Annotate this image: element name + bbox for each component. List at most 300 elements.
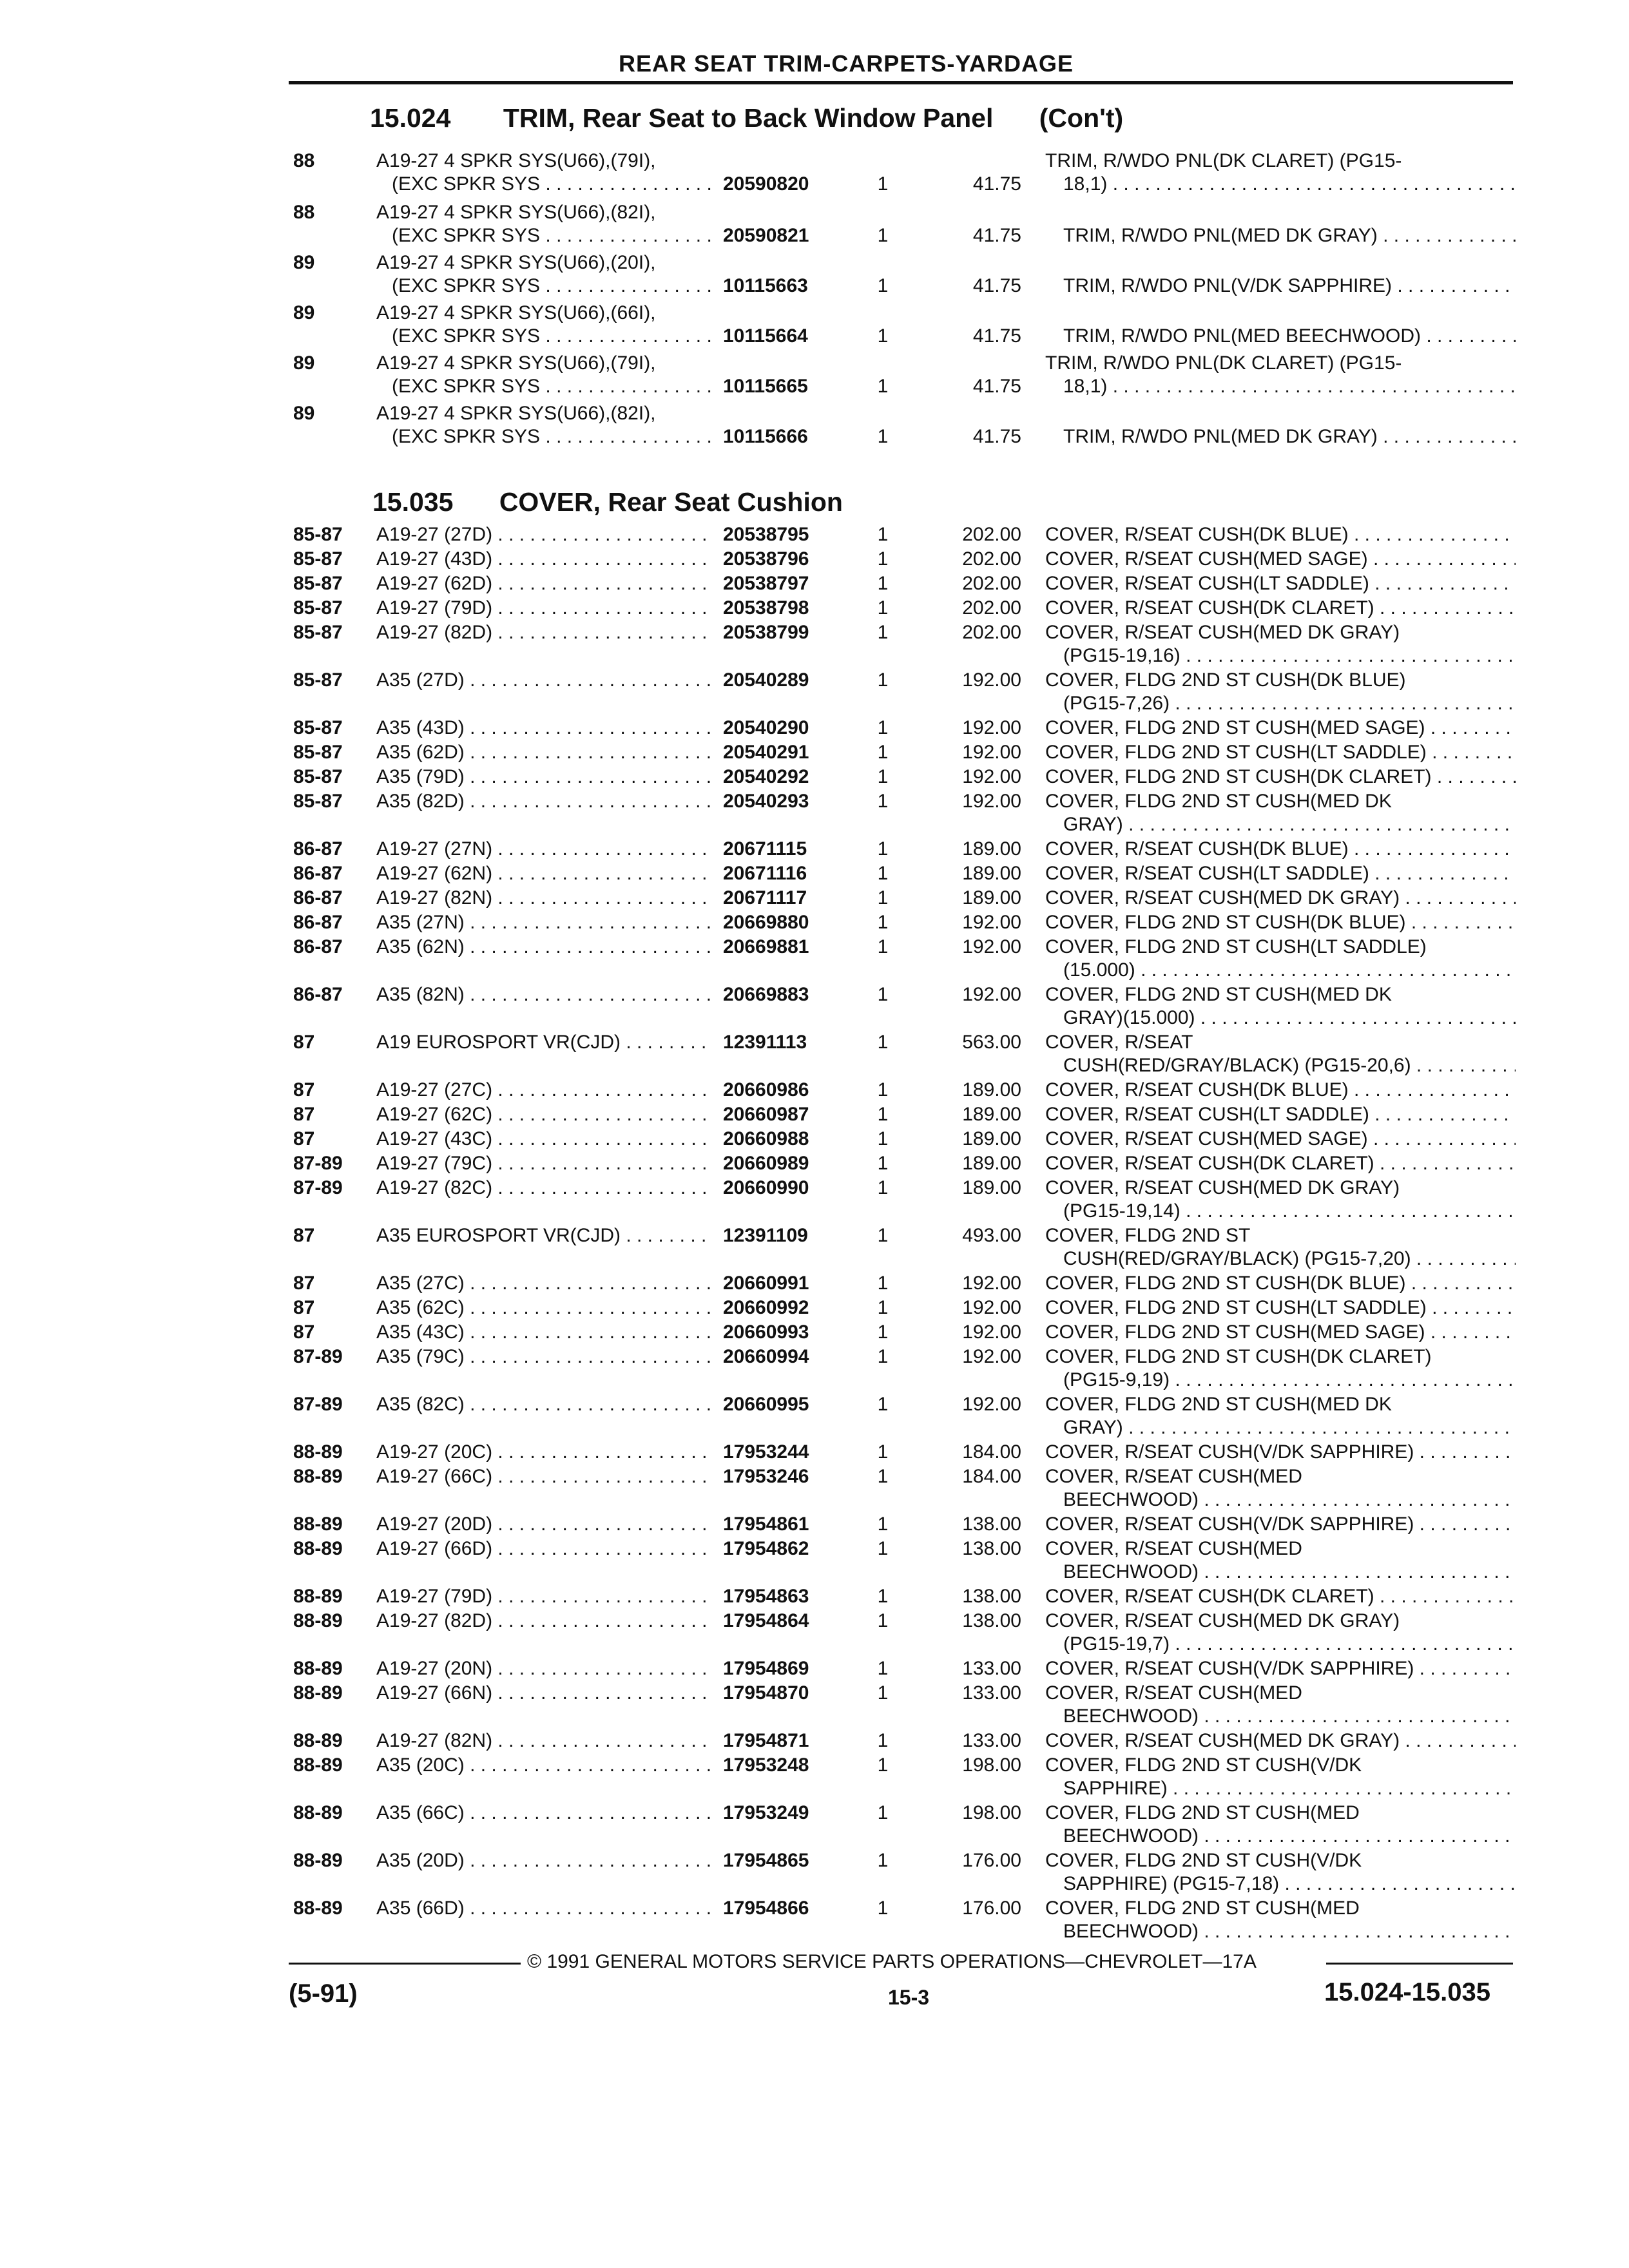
table-row bbox=[0, 1802, 1629, 1848]
part-number: 17954869 bbox=[723, 1658, 809, 1679]
table-row bbox=[0, 862, 1629, 885]
model-year: 88-89 bbox=[293, 1898, 343, 1919]
model-line: (EXC SPKR SYS . . . bbox=[376, 173, 711, 196]
model-application bbox=[376, 1128, 711, 1151]
model-application bbox=[376, 523, 711, 546]
price: 192.00 bbox=[962, 1273, 1021, 1294]
description-line: TRIM, R/WDO PNL(MED BEECHWOOD) . . . bbox=[1045, 325, 1516, 348]
description-line: COVER, R/SEAT CUSH(MED DK GRAY) bbox=[1045, 1610, 1400, 1631]
part-description bbox=[1045, 1272, 1516, 1295]
model-year: 87 bbox=[293, 1128, 315, 1149]
description-line: BEECHWOOD) . . . bbox=[1045, 1705, 1516, 1728]
model-line: A35 (62D) . . . bbox=[376, 741, 711, 764]
description-line: TRIM, R/WDO PNL(V/DK SAPPHIRE) . . . bbox=[1045, 274, 1516, 298]
part-number: 12391113 bbox=[723, 1032, 807, 1053]
part-number: 17954871 bbox=[723, 1730, 809, 1751]
model-line: A35 (27N) . . . bbox=[376, 911, 711, 934]
quantity: 1 bbox=[877, 1441, 889, 1463]
model-application bbox=[376, 1610, 711, 1633]
part-number: 17954864 bbox=[723, 1610, 809, 1631]
price: 202.00 bbox=[962, 622, 1021, 643]
description-line: TRIM, R/WDO PNL(MED DK GRAY) . . . bbox=[1045, 425, 1516, 448]
quantity: 1 bbox=[877, 573, 889, 594]
part-description bbox=[1045, 1321, 1516, 1344]
part-number: 20540292 bbox=[723, 766, 809, 787]
price: 189.00 bbox=[962, 1079, 1021, 1100]
model-year: 85-87 bbox=[293, 742, 343, 763]
model-application bbox=[376, 862, 711, 885]
model-application bbox=[376, 1296, 711, 1320]
quantity: 1 bbox=[877, 1128, 889, 1149]
model-line: A19-27 (62D) . . . bbox=[376, 572, 711, 595]
description-line: COVER, FLDG 2ND ST CUSH(MED bbox=[1045, 1898, 1360, 1919]
model-year: 87 bbox=[293, 1297, 315, 1318]
price: 189.00 bbox=[962, 863, 1021, 884]
quantity: 1 bbox=[877, 1079, 889, 1100]
part-number: 20671115 bbox=[723, 838, 807, 860]
model-application bbox=[376, 1152, 711, 1175]
part-description bbox=[1045, 149, 1516, 196]
model-application bbox=[376, 790, 711, 813]
quantity: 1 bbox=[877, 1802, 889, 1823]
description-line: COVER, R/SEAT CUSH(LT SADDLE) . . . bbox=[1045, 572, 1516, 595]
model-application bbox=[376, 1272, 711, 1295]
footer-date: (5-91) bbox=[289, 1979, 358, 2008]
model-application bbox=[376, 1513, 711, 1536]
table-row bbox=[0, 838, 1629, 861]
description-line: COVER, FLDG 2ND ST CUSH(V/DK bbox=[1045, 1850, 1362, 1871]
description-line: COVER, R/SEAT CUSH(V/DK SAPPHIRE) . . . bbox=[1045, 1441, 1516, 1464]
table-row bbox=[0, 1729, 1629, 1753]
model-line: A19-27 (62C) . . . bbox=[376, 1103, 711, 1126]
description-line: (PG15-19,16) . . . bbox=[1045, 644, 1516, 668]
model-year: 88-89 bbox=[293, 1658, 343, 1679]
price: 138.00 bbox=[962, 1586, 1021, 1607]
description-line: COVER, FLDG 2ND ST CUSH(DK BLUE) bbox=[1045, 669, 1406, 691]
model-application bbox=[376, 936, 711, 959]
part-description bbox=[1045, 572, 1516, 595]
model-line: A35 (66D) . . . bbox=[376, 1897, 711, 1920]
table-row bbox=[0, 1345, 1629, 1392]
model-year: 87-89 bbox=[293, 1177, 343, 1198]
part-description bbox=[1045, 1610, 1516, 1656]
table-row bbox=[0, 1537, 1629, 1584]
quantity: 1 bbox=[877, 1177, 889, 1198]
price: 184.00 bbox=[962, 1466, 1021, 1487]
model-line: (EXC SPKR SYS . . . bbox=[376, 224, 711, 247]
price: 176.00 bbox=[962, 1850, 1021, 1871]
description-line: TRIM, R/WDO PNL(MED DK GRAY) . . . bbox=[1045, 224, 1516, 247]
model-line: A35 (66C) . . . bbox=[376, 1802, 711, 1825]
footer-rule-left bbox=[289, 1963, 521, 1965]
part-number: 17954863 bbox=[723, 1586, 809, 1607]
table-row bbox=[0, 1754, 1629, 1800]
part-number: 20538795 bbox=[723, 524, 809, 545]
model-year: 85-87 bbox=[293, 573, 343, 594]
part-description bbox=[1045, 1393, 1516, 1439]
model-year: 85-87 bbox=[293, 548, 343, 570]
part-description bbox=[1045, 1152, 1516, 1175]
table-row bbox=[0, 1103, 1629, 1126]
model-year: 89 bbox=[293, 352, 315, 374]
model-application bbox=[376, 1465, 711, 1488]
model-application bbox=[376, 1537, 711, 1561]
model-line: A19-27 (62N) . . . bbox=[376, 862, 711, 885]
price: 189.00 bbox=[962, 1104, 1021, 1125]
model-application bbox=[376, 621, 711, 644]
part-description bbox=[1045, 716, 1516, 740]
model-year: 87-89 bbox=[293, 1394, 343, 1415]
model-line: A19-27 (82C) . . . bbox=[376, 1177, 711, 1200]
model-year: 85-87 bbox=[293, 622, 343, 643]
quantity: 1 bbox=[877, 791, 889, 812]
table-row bbox=[0, 911, 1629, 934]
model-application bbox=[376, 1682, 711, 1705]
model-line: A19-27 (79D) . . . bbox=[376, 1585, 711, 1608]
model-line: (EXC SPKR SYS . . . bbox=[376, 375, 711, 398]
part-description bbox=[1045, 1296, 1516, 1320]
model-year: 85-87 bbox=[293, 524, 343, 545]
part-number: 20660987 bbox=[723, 1104, 809, 1125]
quantity: 1 bbox=[877, 1032, 889, 1053]
quantity: 1 bbox=[877, 1225, 889, 1246]
model-year: 88-89 bbox=[293, 1538, 343, 1559]
part-number: 20538799 bbox=[723, 622, 809, 643]
model-line: A19-27 (20C) . . . bbox=[376, 1441, 711, 1464]
model-year: 85-87 bbox=[293, 791, 343, 812]
model-line: A35 EUROSPORT VR(CJD) . . . bbox=[376, 1224, 711, 1247]
part-number: 10115666 bbox=[723, 426, 808, 447]
description-line: (PG15-7,26) . . . bbox=[1045, 692, 1516, 715]
price: 41.75 bbox=[972, 275, 1021, 296]
table-row bbox=[0, 1152, 1629, 1175]
description-line: COVER, FLDG 2ND ST CUSH(MED SAGE) . . . bbox=[1045, 716, 1516, 740]
part-description bbox=[1045, 1657, 1516, 1680]
price: 138.00 bbox=[962, 1538, 1021, 1559]
model-application bbox=[376, 1585, 711, 1608]
price: 41.75 bbox=[972, 426, 1021, 447]
table-row bbox=[0, 1128, 1629, 1151]
part-number: 20538797 bbox=[723, 573, 809, 594]
model-line: A19-27 (82D) . . . bbox=[376, 1610, 711, 1633]
part-number: 20660995 bbox=[723, 1394, 809, 1415]
table-row bbox=[0, 548, 1629, 571]
model-application bbox=[376, 911, 711, 934]
model-year: 85-87 bbox=[293, 766, 343, 787]
model-application bbox=[376, 352, 711, 398]
quantity: 1 bbox=[877, 1898, 889, 1919]
table-row bbox=[0, 1441, 1629, 1464]
description-line: COVER, FLDG 2ND ST CUSH(LT SADDLE) . . . bbox=[1045, 741, 1516, 764]
price: 176.00 bbox=[962, 1898, 1021, 1919]
model-year: 88-89 bbox=[293, 1466, 343, 1487]
model-line: A35 (43C) . . . bbox=[376, 1321, 711, 1344]
description-line: COVER, FLDG 2ND ST CUSH(MED bbox=[1045, 1802, 1360, 1823]
description-line: BEECHWOOD) . . . bbox=[1045, 1825, 1516, 1848]
section-heading-15-024 bbox=[370, 103, 1123, 133]
quantity: 1 bbox=[877, 984, 889, 1005]
description-line: COVER, R/SEAT CUSH(DK BLUE) . . . bbox=[1045, 838, 1516, 861]
table-row bbox=[0, 790, 1629, 836]
part-description bbox=[1045, 251, 1516, 298]
description-line: COVER, R/SEAT CUSH(MED SAGE) . . . bbox=[1045, 1128, 1516, 1151]
model-application bbox=[376, 1224, 711, 1247]
quantity: 1 bbox=[877, 912, 889, 933]
part-description bbox=[1045, 1754, 1516, 1800]
model-line: A19-27 (43D) . . . bbox=[376, 548, 711, 571]
model-application bbox=[376, 1657, 711, 1680]
description-line: COVER, R/SEAT CUSH(V/DK SAPPHIRE) . . . bbox=[1045, 1513, 1516, 1536]
description-line: GRAY) . . . bbox=[1045, 813, 1516, 836]
description-line: COVER, FLDG 2ND ST CUSH(MED DK bbox=[1045, 1394, 1392, 1415]
quantity: 1 bbox=[877, 669, 889, 691]
price: 192.00 bbox=[962, 984, 1021, 1005]
model-application bbox=[376, 887, 711, 910]
description-line: COVER, FLDG 2ND ST CUSH(DK BLUE) . . . bbox=[1045, 911, 1516, 934]
quantity: 1 bbox=[877, 936, 889, 957]
model-line: A19-27 (27C) . . . bbox=[376, 1079, 711, 1102]
model-application bbox=[376, 572, 711, 595]
model-application bbox=[376, 741, 711, 764]
part-description bbox=[1045, 597, 1516, 620]
price: 198.00 bbox=[962, 1754, 1021, 1776]
description-line: 18,1) . . . bbox=[1045, 375, 1516, 398]
part-description bbox=[1045, 1465, 1516, 1512]
model-application bbox=[376, 669, 711, 692]
model-application bbox=[376, 1441, 711, 1464]
part-description bbox=[1045, 1897, 1516, 1943]
description-line: 18,1) . . . bbox=[1045, 173, 1516, 196]
description-line: (PG15-19,14) . . . bbox=[1045, 1200, 1516, 1223]
model-application bbox=[376, 1103, 711, 1126]
description-line: COVER, FLDG 2ND ST bbox=[1045, 1225, 1251, 1246]
model-line: A19-27 (82D) . . . bbox=[376, 621, 711, 644]
section-heading-15-035 bbox=[372, 487, 843, 517]
model-line: A19-27 (79D) . . . bbox=[376, 597, 711, 620]
model-application bbox=[376, 1897, 711, 1920]
model-application bbox=[376, 1729, 711, 1753]
part-number: 12391109 bbox=[723, 1225, 808, 1246]
model-line: A35 (62N) . . . bbox=[376, 936, 711, 959]
description-line: COVER, R/SEAT CUSH(MED bbox=[1045, 1682, 1302, 1704]
description-line bbox=[1045, 302, 1516, 325]
description-line: CUSH(RED/GRAY/BLACK) (PG15-20,6) . . . bbox=[1045, 1054, 1516, 1077]
part-description bbox=[1045, 402, 1516, 448]
part-description bbox=[1045, 1031, 1516, 1077]
part-number: 20660988 bbox=[723, 1128, 809, 1149]
quantity: 1 bbox=[877, 1538, 889, 1559]
price: 202.00 bbox=[962, 597, 1021, 619]
description-line: COVER, R/SEAT CUSH(DK BLUE) . . . bbox=[1045, 1079, 1516, 1102]
part-description bbox=[1045, 1537, 1516, 1584]
description-line: COVER, R/SEAT CUSH(MED DK GRAY) . . . bbox=[1045, 887, 1516, 910]
model-year: 88 bbox=[293, 150, 315, 171]
model-application bbox=[376, 1177, 711, 1200]
quantity: 1 bbox=[877, 1610, 889, 1631]
quantity: 1 bbox=[877, 717, 889, 738]
model-line: A19-27 (82N) . . . bbox=[376, 887, 711, 910]
part-number: 20669881 bbox=[723, 936, 809, 957]
model-year: 85-87 bbox=[293, 669, 343, 691]
quantity: 1 bbox=[877, 1730, 889, 1751]
table-row bbox=[0, 1657, 1629, 1680]
table-row bbox=[0, 669, 1629, 715]
table-row bbox=[0, 1849, 1629, 1896]
part-number: 20660990 bbox=[723, 1177, 809, 1198]
part-number: 20660989 bbox=[723, 1153, 809, 1174]
model-line: A19 EUROSPORT VR(CJD) . . . bbox=[376, 1031, 711, 1054]
description-line: COVER, R/SEAT CUSH(MED bbox=[1045, 1466, 1302, 1487]
part-number: 20540289 bbox=[723, 669, 809, 691]
section-continued-note: (Con't) bbox=[1039, 103, 1124, 133]
part-description bbox=[1045, 621, 1516, 668]
part-number: 20660994 bbox=[723, 1346, 809, 1367]
price: 192.00 bbox=[962, 742, 1021, 763]
description-line bbox=[1045, 201, 1516, 224]
description-line: GRAY) . . . bbox=[1045, 1416, 1516, 1439]
part-number: 20540290 bbox=[723, 717, 809, 738]
model-year: 89 bbox=[293, 252, 315, 273]
header-divider bbox=[289, 81, 1513, 84]
footer-rule-right bbox=[1326, 1963, 1513, 1965]
model-application bbox=[376, 302, 711, 348]
table-row bbox=[0, 1079, 1629, 1102]
price: 41.75 bbox=[972, 173, 1021, 195]
part-description bbox=[1045, 741, 1516, 764]
part-description bbox=[1045, 1345, 1516, 1392]
price: 189.00 bbox=[962, 838, 1021, 860]
description-line: COVER, R/SEAT bbox=[1045, 1032, 1193, 1053]
model-year: 89 bbox=[293, 403, 315, 424]
description-line: COVER, FLDG 2ND ST CUSH(MED SAGE) . . . bbox=[1045, 1321, 1516, 1344]
description-line: GRAY)(15.000) . . . bbox=[1045, 1006, 1516, 1030]
table-row bbox=[0, 1224, 1629, 1271]
quantity: 1 bbox=[877, 225, 889, 246]
model-application bbox=[376, 548, 711, 571]
model-year: 87 bbox=[293, 1273, 315, 1294]
part-description bbox=[1045, 1682, 1516, 1728]
quantity: 1 bbox=[877, 863, 889, 884]
footer-copyright: © 1991 GENERAL MOTORS SERVICE PARTS OPERATIONS—CHEVROLET—17A bbox=[527, 1951, 1257, 1972]
part-description bbox=[1045, 1079, 1516, 1102]
part-description bbox=[1045, 983, 1516, 1030]
part-number: 17954862 bbox=[723, 1538, 809, 1559]
part-number: 17953248 bbox=[723, 1754, 809, 1776]
model-year: 87-89 bbox=[293, 1153, 343, 1174]
model-application bbox=[376, 1849, 711, 1872]
part-number: 20538798 bbox=[723, 597, 809, 619]
model-line: A35 (82D) . . . bbox=[376, 790, 711, 813]
quantity: 1 bbox=[877, 1586, 889, 1607]
model-line: A35 (79D) . . . bbox=[376, 765, 711, 789]
model-application bbox=[376, 251, 711, 298]
price: 189.00 bbox=[962, 1177, 1021, 1198]
model-application bbox=[376, 1031, 711, 1054]
description-line: (15.000) . . . bbox=[1045, 959, 1516, 982]
description-line: TRIM, R/WDO PNL(DK CLARET) (PG15- bbox=[1045, 150, 1402, 171]
price: 192.00 bbox=[962, 717, 1021, 738]
description-line: COVER, FLDG 2ND ST CUSH(DK CLARET) bbox=[1045, 1346, 1432, 1367]
price: 192.00 bbox=[962, 1394, 1021, 1415]
table-row bbox=[0, 741, 1629, 764]
price: 192.00 bbox=[962, 912, 1021, 933]
description-line: COVER, FLDG 2ND ST CUSH(LT SADDLE) bbox=[1045, 936, 1427, 957]
model-line: (EXC SPKR SYS . . . bbox=[376, 325, 711, 348]
description-line: BEECHWOOD) . . . bbox=[1045, 1488, 1516, 1512]
part-number: 20540293 bbox=[723, 791, 809, 812]
part-description bbox=[1045, 862, 1516, 885]
description-line: TRIM, R/WDO PNL(DK CLARET) (PG15- bbox=[1045, 352, 1402, 374]
model-application bbox=[376, 1321, 711, 1344]
part-description bbox=[1045, 201, 1516, 247]
model-application bbox=[376, 716, 711, 740]
table-row bbox=[0, 572, 1629, 595]
section-number: 15.035 bbox=[372, 487, 454, 517]
model-application bbox=[376, 149, 711, 196]
table-row bbox=[0, 983, 1629, 1030]
model-year: 88-89 bbox=[293, 1441, 343, 1463]
part-description bbox=[1045, 548, 1516, 571]
quantity: 1 bbox=[877, 426, 889, 447]
table-row bbox=[0, 716, 1629, 740]
model-line: A35 (43D) . . . bbox=[376, 716, 711, 740]
table-row bbox=[0, 936, 1629, 982]
description-line: (PG15-9,19) . . . bbox=[1045, 1369, 1516, 1392]
table-row bbox=[0, 352, 1629, 398]
model-line: A19-27 (79C) . . . bbox=[376, 1152, 711, 1175]
table-row bbox=[0, 1177, 1629, 1223]
part-description bbox=[1045, 1729, 1516, 1753]
quantity: 1 bbox=[877, 1321, 889, 1343]
table-row bbox=[0, 1321, 1629, 1344]
price: 133.00 bbox=[962, 1682, 1021, 1704]
part-number: 20660993 bbox=[723, 1321, 809, 1343]
description-line: BEECHWOOD) . . . bbox=[1045, 1561, 1516, 1584]
model-line: A19-27 (27D) . . . bbox=[376, 523, 711, 546]
table-row bbox=[0, 597, 1629, 620]
description-line: COVER, R/SEAT CUSH(DK BLUE) . . . bbox=[1045, 523, 1516, 546]
footer-section-range: 15.024-15.035 bbox=[1324, 1978, 1491, 2006]
table-row bbox=[0, 887, 1629, 910]
quantity: 1 bbox=[877, 1297, 889, 1318]
table-row bbox=[0, 1513, 1629, 1536]
part-number: 20669880 bbox=[723, 912, 809, 933]
description-line bbox=[1045, 402, 1516, 425]
quantity: 1 bbox=[877, 275, 889, 296]
price: 192.00 bbox=[962, 1297, 1021, 1318]
description-line: CUSH(RED/GRAY/BLACK) (PG15-7,20) . . . bbox=[1045, 1247, 1516, 1271]
model-line: A19-27 4 SPKR SYS(U66),(79I), bbox=[376, 352, 656, 374]
price: 563.00 bbox=[962, 1032, 1021, 1053]
section-description: TRIM, Rear Seat to Back Window Panel bbox=[503, 103, 994, 133]
price: 192.00 bbox=[962, 1321, 1021, 1343]
table-row bbox=[0, 1897, 1629, 1943]
part-number: 10115665 bbox=[723, 376, 808, 397]
model-line: A35 (82C) . . . bbox=[376, 1393, 711, 1416]
price: 192.00 bbox=[962, 936, 1021, 957]
model-line: A19-27 (66D) . . . bbox=[376, 1537, 711, 1561]
part-number: 20590821 bbox=[723, 225, 809, 246]
model-year: 88-89 bbox=[293, 1754, 343, 1776]
part-number: 10115663 bbox=[723, 275, 808, 296]
model-year: 87 bbox=[293, 1225, 315, 1246]
description-line: COVER, FLDG 2ND ST CUSH(MED DK bbox=[1045, 791, 1392, 812]
part-description bbox=[1045, 352, 1516, 398]
part-description bbox=[1045, 765, 1516, 789]
model-application bbox=[376, 765, 711, 789]
part-number: 20590820 bbox=[723, 173, 809, 195]
model-year: 88-89 bbox=[293, 1682, 343, 1704]
